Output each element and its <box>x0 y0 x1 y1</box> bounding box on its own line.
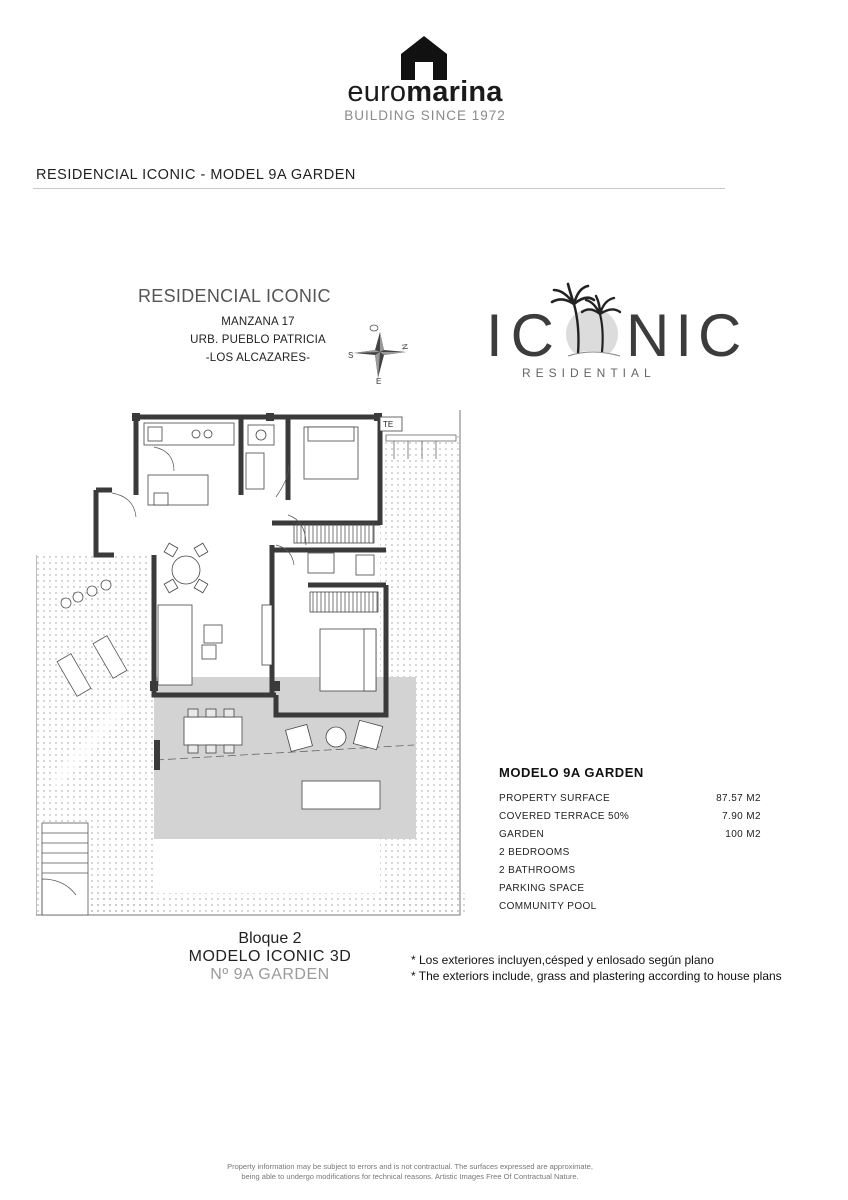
brand-name-light: euro <box>347 76 407 108</box>
development-name: RESIDENCIAL ICONIC <box>138 286 331 306</box>
brand-name <box>340 78 510 107</box>
exterior-notes <box>411 952 782 984</box>
development-town: -LOS ALCAZARES- <box>205 352 311 364</box>
compass-east-label: E <box>376 377 382 384</box>
bedroom-1 <box>304 427 358 479</box>
caption-block: Bloque 2 <box>238 930 302 947</box>
terrace-dining-set <box>184 709 242 753</box>
brand-tagline: BUILDING SINCE 1972 <box>344 108 506 123</box>
disclaimer-line: being able to undergo modifications for technical reasons. Artistic Images Free Of Contractual Nature. <box>241 1172 579 1181</box>
spec-row <box>499 898 761 916</box>
living-room <box>158 605 272 685</box>
palm-tree-icon <box>550 282 634 366</box>
floor-plan-drawing <box>36 405 466 920</box>
te-label: TE <box>383 420 394 429</box>
entry-stairs <box>42 823 88 915</box>
brand-name-bold: marina <box>406 76 503 108</box>
legal-disclaimer <box>160 1162 660 1182</box>
garden-area <box>86 893 466 915</box>
spec-row <box>499 880 761 898</box>
spec-row <box>499 808 761 826</box>
development-urbanization: URB. PUEBLO PATRICIA <box>190 334 326 346</box>
compass-south-label: S <box>348 351 354 360</box>
caption-model: MODELO ICONIC 3D <box>188 948 352 965</box>
bathroom <box>246 425 274 489</box>
iconic-logo-subtitle: RESIDENTIAL <box>522 366 656 380</box>
house-logo-icon <box>401 36 447 80</box>
iconic-residential-logo <box>484 282 748 382</box>
iconic-logo-left: IC <box>486 302 562 369</box>
dining-table <box>164 543 208 593</box>
iconic-logo-right: NIC <box>626 302 748 369</box>
bathroom <box>308 553 374 575</box>
caption-unit: Nº 9A GARDEN <box>210 966 330 983</box>
spec-label: 2 BATHROOMS <box>499 865 576 876</box>
kitchen <box>144 423 234 505</box>
disclaimer-line: Property information may be subject to errors and is not contractual. The surfaces expressed are approximate, <box>227 1162 593 1171</box>
bedroom-2 <box>320 629 376 691</box>
spec-label: PROPERTY SURFACE <box>499 793 611 804</box>
euromarina-logo <box>340 36 510 126</box>
note-spanish: * Los exteriores incluyen,césped y enlosado según plano <box>411 953 714 967</box>
spec-value: 100 M2 <box>725 829 761 840</box>
compass-rose-icon <box>344 322 414 384</box>
note-english: * The exteriors include, grass and plastering according to house plans <box>411 969 782 983</box>
spec-row <box>499 790 761 808</box>
spec-value: 7.90 M2 <box>722 811 761 822</box>
spec-value: 87.57 M2 <box>716 793 761 804</box>
document-title: RESIDENCIAL ICONIC - MODEL 9A GARDEN <box>36 167 356 183</box>
spec-row <box>499 826 761 844</box>
spec-label: COVERED TERRACE 50% <box>499 811 630 822</box>
title-divider <box>33 188 725 189</box>
compass-north-label: N <box>399 343 410 351</box>
spec-row <box>499 862 761 880</box>
plan-caption <box>170 930 370 984</box>
garden-area <box>380 435 460 915</box>
spec-label: PARKING SPACE <box>499 883 585 894</box>
development-address <box>158 313 358 367</box>
spec-label: 2 BEDROOMS <box>499 847 570 858</box>
door-swings <box>112 447 306 565</box>
spec-row <box>499 844 761 862</box>
spec-title: MODELO 9A GARDEN <box>499 765 644 780</box>
spec-label: GARDEN <box>499 829 545 840</box>
development-block: MANZANA 17 <box>221 316 295 328</box>
spec-table <box>499 790 761 916</box>
spec-label: COMMUNITY POOL <box>499 901 597 912</box>
